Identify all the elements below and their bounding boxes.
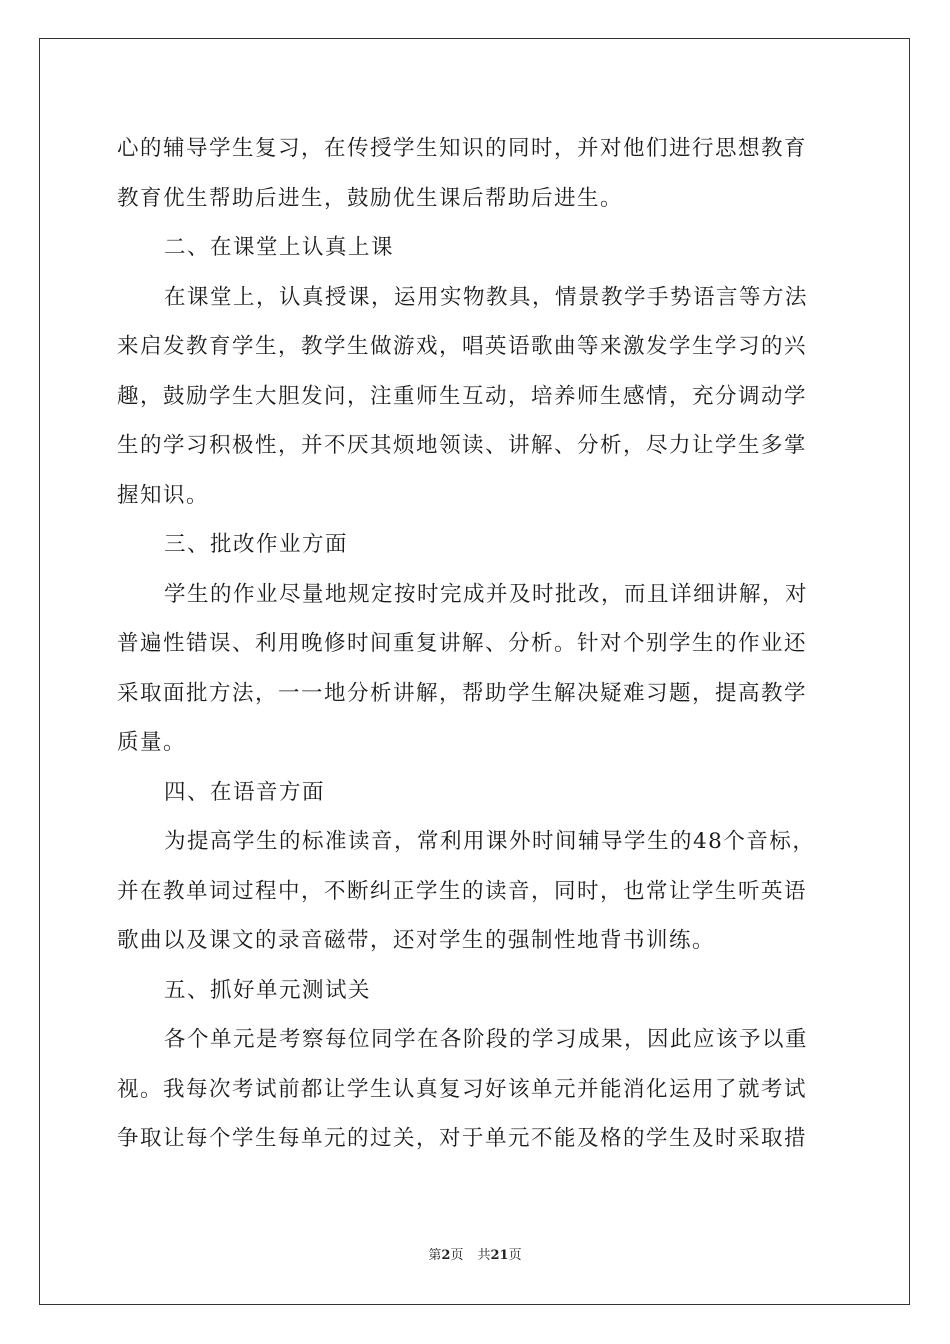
page-footer [0,1248,950,1264]
text-line: 生的学习积极性，并不厌其烦地领读、讲解、分析，尽力让学生多掌 [117,433,808,458]
section-heading: 三、批改作业方面 [164,532,349,557]
total-label-prefix: 共 [477,1248,491,1263]
total-label-suffix: 页 [508,1248,522,1263]
text-line: 视。我每次考试前都让学生认真复习好该单元并能消化运用了就考试 [117,1076,808,1102]
text-line: 心的辅导学生复习，在传授学生知识的同时，并对他们进行思想教育 [117,136,808,161]
text-line: 在课堂上，认真授课，运用实物教具，情景教学手势语言等方法 [164,284,809,310]
text-line: 各个单元是考察每位同学在各阶段的学习成果，因此应该予以重 [164,1027,809,1052]
text-line: 争取让每个学生每单元的过关，对于单元不能及格的学生及时采取措 [117,1126,808,1151]
page-number: 2 [441,1248,451,1263]
text-line: 采取面批方法，一一地分析讲解，帮助学生解决疑难习题，提高教学 [117,680,808,706]
section-heading: 四、在语音方面 [164,779,326,805]
text-line: 握知识。 [117,482,210,508]
text-line: 趣，鼓励学生大胆发问，注重师生互动，培养师生感情，充分调动学 [117,383,808,409]
section-heading: 二、在课堂上认真上课 [164,235,395,260]
section-heading: 五、抓好单元测试关 [164,977,372,1003]
text-line: 质量。 [117,730,187,755]
text-line: 普遍性错误、利用晚修时间重复讲解、分析。针对个别学生的作业还 [117,631,808,656]
page-label-suffix: 页 [450,1248,464,1263]
document-body [117,124,833,1164]
text-line: 为提高学生的标准读音，常利用课外时间辅导学生的48个音标， [164,829,816,854]
text-line: 来启发教育学生，教学生做游戏，唱英语歌曲等来激发学生学习的兴 [117,334,808,359]
text-line: 歌曲以及课文的录音磁带，还对学生的强制性地背书训练。 [117,928,716,953]
page-label-prefix: 第 [428,1248,442,1263]
total-pages: 21 [490,1248,509,1263]
text-line: 并在教单词过程中，不断纠正学生的读音，同时，也常让学生听英语 [117,878,808,904]
text-line: 教育优生帮助后进生，鼓励优生课后帮助后进生。 [117,185,624,211]
text-line: 学生的作业尽量地规定按时完成并及时批改，而且详细讲解，对 [164,581,809,607]
